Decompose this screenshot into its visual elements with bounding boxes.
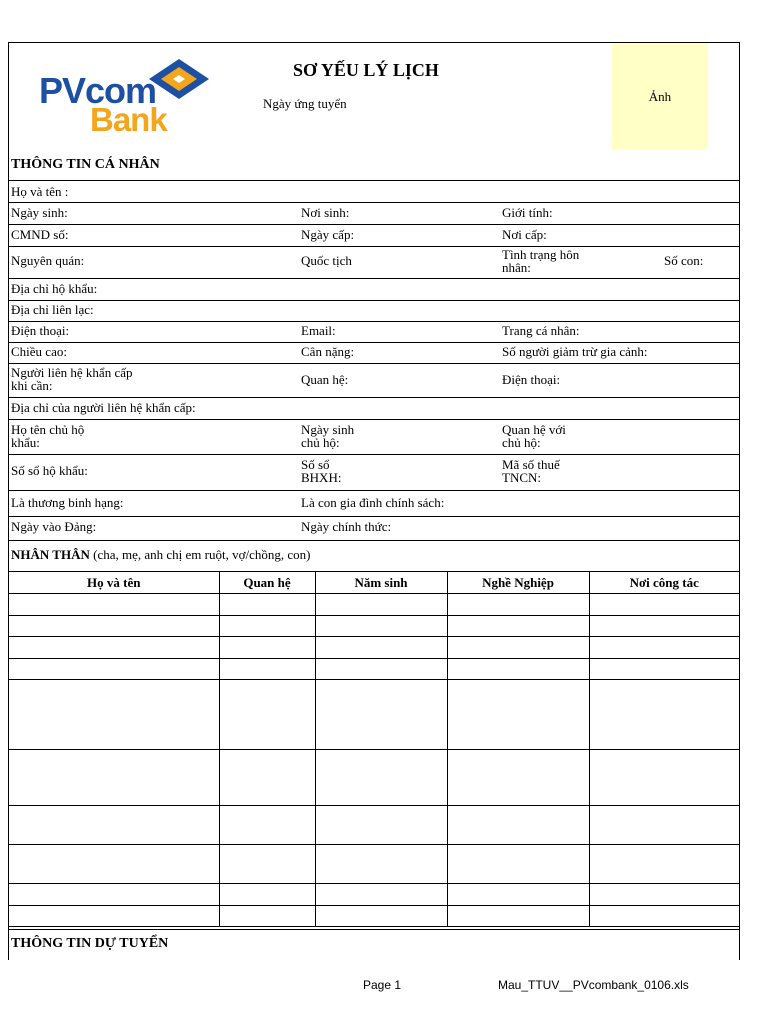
tax-code-label: Mã số thuế TNCN:	[502, 457, 560, 485]
table-cell[interactable]	[9, 637, 219, 659]
table-row	[9, 750, 739, 806]
table-cell[interactable]	[9, 806, 219, 845]
table-cell[interactable]	[589, 845, 739, 884]
table-cell[interactable]	[9, 680, 219, 750]
family-title-note: (cha, mẹ, anh chị em ruột, vợ/chồng, con)	[89, 547, 311, 562]
table-cell[interactable]	[219, 594, 315, 616]
table-cell[interactable]	[447, 680, 589, 750]
table-cell[interactable]	[447, 659, 589, 680]
id-number-label: CMND số:	[11, 227, 69, 242]
table-row	[9, 845, 739, 884]
weight-label: Cân nặng:	[301, 344, 355, 359]
section-family-title	[11, 548, 310, 562]
table-cell[interactable]	[447, 750, 589, 806]
table-cell[interactable]	[219, 680, 315, 750]
table-row	[9, 906, 739, 927]
table-cell[interactable]	[219, 884, 315, 906]
war-invalid-label: Là thương binh hạng:	[11, 495, 124, 510]
table-cell[interactable]	[219, 806, 315, 845]
table-cell[interactable]	[219, 906, 315, 927]
table-cell[interactable]	[315, 680, 447, 750]
household-head-dob-label: Ngày sinh chủ hộ:	[301, 422, 355, 450]
table-cell[interactable]	[219, 750, 315, 806]
logo-text-pvcom: PVcom	[39, 70, 157, 111]
household-head-relation-label: Quan hệ với chủ hộ:	[502, 422, 566, 450]
children-count-label: Số con:	[664, 253, 704, 268]
table-cell[interactable]	[9, 616, 219, 637]
nationality-label: Quốc tịch	[301, 253, 352, 268]
household-head-label: Họ tên chủ hộ khẩu:	[11, 422, 85, 450]
logo-mark-icon	[147, 57, 211, 107]
table-cell[interactable]	[9, 594, 219, 616]
phone-label: Điện thoại:	[11, 323, 70, 338]
personal-page-label: Trang cá nhân:	[502, 323, 580, 338]
table-cell[interactable]	[9, 906, 219, 927]
official-date-label: Ngày chính thức:	[301, 519, 392, 534]
table-row	[9, 806, 739, 845]
table-cell[interactable]	[589, 637, 739, 659]
table-cell[interactable]	[315, 594, 447, 616]
table-row	[9, 659, 739, 680]
table-cell[interactable]	[447, 884, 589, 906]
full-name-label: Họ và tên :	[11, 184, 69, 199]
col-header-occupation: Nghề Nghiệp	[447, 572, 589, 594]
table-cell[interactable]	[315, 616, 447, 637]
table-cell[interactable]	[589, 906, 739, 927]
family-title-bold: NHÂN THÂN	[11, 547, 90, 562]
policy-family-label: Là con gia đình chính sách:	[301, 495, 445, 510]
dependents-label: Số người giảm trừ gia cảnh:	[502, 344, 648, 359]
table-row	[9, 637, 739, 659]
table-cell[interactable]	[589, 616, 739, 637]
photo-placeholder[interactable]	[612, 43, 708, 150]
table-cell[interactable]	[447, 616, 589, 637]
table-cell[interactable]	[315, 659, 447, 680]
table-cell[interactable]	[447, 594, 589, 616]
cv-form	[8, 42, 740, 960]
col-header-birth-year: Năm sinh	[315, 572, 447, 594]
gender-label: Giới tính:	[502, 205, 553, 220]
relationship-label: Quan hệ:	[301, 372, 349, 387]
table-cell[interactable]	[589, 750, 739, 806]
table-cell[interactable]	[589, 806, 739, 845]
table-cell[interactable]	[219, 616, 315, 637]
col-header-relation: Quan hệ	[219, 572, 315, 594]
family-table	[9, 571, 739, 927]
birthplace-label: Nơi sinh:	[301, 205, 350, 220]
section-personal-title: THÔNG TIN CÁ NHÂN	[11, 157, 160, 172]
form-title: SƠ YẾU LÝ LỊCH	[293, 60, 439, 80]
col-header-workplace: Nơi công tác	[589, 572, 739, 594]
hometown-label: Nguyên quán:	[11, 253, 85, 268]
table-cell[interactable]	[447, 845, 589, 884]
table-cell[interactable]	[9, 659, 219, 680]
email-label: Email:	[301, 323, 336, 338]
page-number: Page 1	[363, 978, 402, 992]
issue-place-label: Nơi cấp:	[502, 227, 547, 242]
table-cell[interactable]	[219, 659, 315, 680]
logo-text-bank: Bank	[90, 101, 167, 138]
emergency-address-label: Địa chỉ của người liên hệ khẩn cấp:	[11, 400, 196, 415]
issue-date-label: Ngày cấp:	[301, 227, 355, 242]
table-row	[9, 680, 739, 750]
table-row	[9, 616, 739, 637]
pvcombank-logo	[35, 57, 225, 138]
table-cell[interactable]	[447, 806, 589, 845]
social-insurance-label: Số sổ BHXH:	[301, 457, 342, 485]
table-cell[interactable]	[589, 884, 739, 906]
table-cell[interactable]	[447, 637, 589, 659]
contact-address-label: Địa chỉ liên lạc:	[11, 302, 94, 317]
dob-label: Ngày sinh:	[11, 205, 68, 220]
family-table-header	[9, 572, 739, 594]
table-cell[interactable]	[9, 750, 219, 806]
table-cell[interactable]	[447, 906, 589, 927]
table-cell[interactable]	[315, 637, 447, 659]
table-cell[interactable]	[589, 680, 739, 750]
table-cell[interactable]	[315, 806, 447, 845]
table-cell[interactable]	[589, 659, 739, 680]
photo-label: Ảnh	[648, 89, 672, 104]
registered-address-label: Địa chỉ hộ khẩu:	[11, 281, 98, 296]
table-cell[interactable]	[219, 845, 315, 884]
table-cell[interactable]	[315, 906, 447, 927]
table-cell[interactable]	[315, 845, 447, 884]
application-date-label: Ngày ứng tuyển	[263, 96, 347, 111]
marital-status-label: Tình trạng hôn nhân:	[502, 247, 580, 275]
household-book-label: Số sổ hộ khẩu:	[11, 463, 88, 478]
emergency-phone-label: Điện thoại:	[502, 372, 561, 387]
table-row	[9, 594, 739, 616]
section-application-title: THÔNG TIN DỰ TUYỂN	[11, 936, 169, 951]
table-cell[interactable]	[9, 884, 219, 906]
table-cell[interactable]	[589, 594, 739, 616]
table-cell[interactable]	[315, 884, 447, 906]
table-cell[interactable]	[315, 750, 447, 806]
party-join-date-label: Ngày vào Đảng:	[11, 519, 97, 534]
table-cell[interactable]	[219, 637, 315, 659]
table-row	[9, 884, 739, 906]
table-cell[interactable]	[9, 845, 219, 884]
file-name: Mau_TTUV__PVcombank_0106.xls	[498, 978, 689, 992]
col-header-name: Họ và tên	[9, 572, 219, 594]
height-label: Chiều cao:	[11, 344, 67, 359]
emergency-contact-label: Người liên hệ khẩn cấp khi cần:	[11, 365, 133, 393]
